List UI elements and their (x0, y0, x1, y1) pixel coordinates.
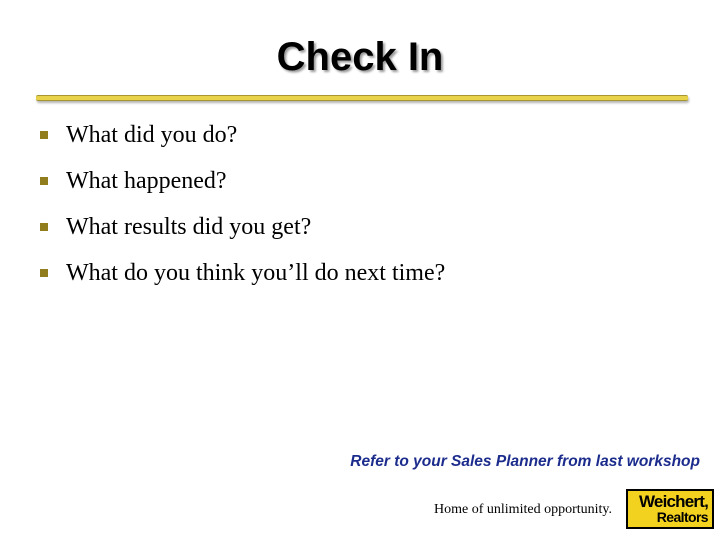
bullet-text: What do you think you’ll do next time? (66, 259, 446, 286)
square-bullet-icon (40, 223, 48, 231)
weichert-realtors-logo (626, 489, 714, 529)
title-underline-rule (36, 95, 688, 101)
footer-tagline: Home of unlimited opportunity. (434, 502, 612, 517)
bullet-item (38, 112, 698, 158)
bullet-item (38, 204, 698, 250)
bullet-item (38, 250, 698, 296)
logo-line-realtors: Realtors (656, 509, 708, 525)
logo-line-weichert: Weichert, (638, 492, 708, 511)
bullet-list (38, 112, 698, 296)
bullet-text: What results did you get? (66, 213, 312, 240)
bullet-text: What happened? (66, 167, 227, 194)
square-bullet-icon (40, 269, 48, 277)
bullet-item (38, 158, 698, 204)
square-bullet-icon (40, 131, 48, 139)
slide-title: Check In (276, 35, 444, 79)
refer-note: Refer to your Sales Planner from last workshop (350, 453, 700, 470)
bullet-text: What did you do? (66, 121, 238, 148)
square-bullet-icon (40, 177, 48, 185)
